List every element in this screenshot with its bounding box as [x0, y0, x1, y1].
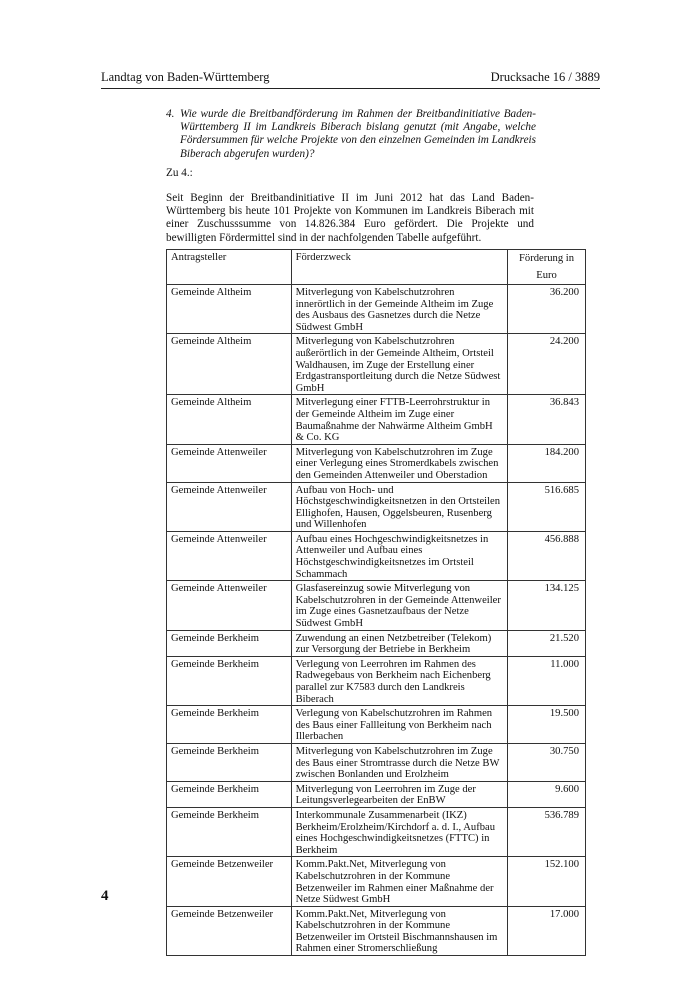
table-header-row — [167, 250, 586, 285]
cell-amount: 516.685 — [508, 482, 586, 531]
cell-amount: 9.600 — [508, 781, 586, 807]
table-row — [167, 857, 586, 906]
cell-applicant: Gemeinde Berkheim — [167, 630, 292, 656]
cell-applicant: Gemeinde Altheim — [167, 285, 292, 334]
cell-amount: 36.200 — [508, 285, 586, 334]
cell-purpose: Mitverlegung von Kabelschutzrohren im Zuge des Baus einer Stromtrasse durch die Netze BW zwischen Bonlanden und Erolzheim — [291, 743, 507, 781]
cell-purpose: Komm.Pakt.Net, Mitverlegung von Kabelschutzrohren in der Kommune Betzenweiler im Ortsteil Bischmannshausen im Rahmen einer Stromerschließung — [291, 906, 507, 955]
header-right: Drucksache 16 / 3889 — [490, 70, 600, 84]
cell-purpose: Mitverlegung von Kabelschutzrohren im Zuge einer Verlegung eines Stromerdkabels zwischen den Gemeinden Attenweiler und Oberstadion — [291, 444, 507, 482]
header-rule — [101, 88, 600, 89]
page-number: 4 — [101, 888, 109, 904]
cell-applicant: Gemeinde Berkheim — [167, 781, 292, 807]
cell-purpose: Mitverlegung einer FTTB-Leerrohrstruktur in der Gemeinde Altheim im Zuge einer Baumaßnahme der Nahwärme Altheim GmbH & Co. KG — [291, 395, 507, 444]
cell-purpose: Komm.Pakt.Net, Mitverlegung von Kabelschutzrohren in der Kommune Betzenweiler im Rahmen einer Maßnahme der Netze Südwest GmbH — [291, 857, 507, 906]
cell-amount: 17.000 — [508, 906, 586, 955]
cell-purpose: Interkommunale Zusammenarbeit (IKZ) Berkheim/Erolzheim/Kirchdorf a. d. I., Aufbau eines Hochgeschwindigkeitsnetzes (FTTC) in Berkheim — [291, 807, 507, 856]
cell-amount: 30.750 — [508, 743, 586, 781]
table-row — [167, 807, 586, 856]
cell-amount: 21.520 — [508, 630, 586, 656]
cell-amount: 134.125 — [508, 581, 586, 630]
cell-applicant: Gemeinde Berkheim — [167, 743, 292, 781]
cell-purpose: Aufbau von Hoch- und Höchstgeschwindigkeitsnetzen in den Ortsteilen Ellighofen, Hausen, Oggelsbeuren, Rusenberg und Willenhofen — [291, 482, 507, 531]
cell-applicant: Gemeinde Betzenweiler — [167, 857, 292, 906]
table-row — [167, 706, 586, 744]
table-body — [167, 285, 586, 956]
cell-purpose: Glasfasereinzug sowie Mitverlegung von Kabelschutzrohren in der Gemeinde Attenweiler im Zuge eines Gasnetzaufbaus der Netze Südwest GmbH — [291, 581, 507, 630]
table-row — [167, 781, 586, 807]
cell-amount: 11.000 — [508, 656, 586, 705]
table-row — [167, 531, 586, 580]
table-row — [167, 581, 586, 630]
cell-applicant: Gemeinde Berkheim — [167, 807, 292, 856]
cell-applicant: Gemeinde Attenweiler — [167, 444, 292, 482]
question-text: Wie wurde die Breitbandförderung im Rahmen der Breitbandinitiative Baden-Württemberg II im Landkreis Biberach bislang genutzt (mit Angabe, welche Fördersummen für welche Projekte von den einzelnen Gemeinden im Landkreis Biberach abgerufen wurden)? — [180, 108, 536, 160]
cell-applicant: Gemeinde Attenweiler — [167, 531, 292, 580]
table-row — [167, 656, 586, 705]
answer-label: Zu 4.: — [166, 167, 193, 179]
cell-amount: 456.888 — [508, 531, 586, 580]
cell-amount: 36.843 — [508, 395, 586, 444]
cell-purpose: Zuwendung an einen Netzbetreiber (Telekom) zur Versorgung der Betriebe in Berkheim — [291, 630, 507, 656]
table-row — [167, 285, 586, 334]
header-purpose: Förderzweck — [291, 250, 507, 285]
table-row — [167, 444, 586, 482]
table-row — [167, 482, 586, 531]
header-applicant: Antragsteller — [167, 250, 292, 285]
cell-purpose: Verlegung von Leerrohren im Rahmen des Radwegebaus von Berkheim nach Eichenberg parallel zur K7583 durch den Landkreis Biberach — [291, 656, 507, 705]
question-number: 4. — [166, 108, 175, 120]
cell-purpose: Mitverlegung von Leerrohren im Zuge der Leitungsverlegearbeiten der EnBW — [291, 781, 507, 807]
cell-applicant: Gemeinde Berkheim — [167, 706, 292, 744]
cell-applicant: Gemeinde Altheim — [167, 334, 292, 395]
cell-applicant: Gemeinde Altheim — [167, 395, 292, 444]
table-row — [167, 906, 586, 955]
funding-table — [166, 249, 586, 956]
header-left: Landtag von Baden-Württemberg — [101, 70, 270, 84]
cell-purpose: Verlegung von Kabelschutzrohren im Rahmen des Baus einer Fallleitung von Berkheim nach Illerbachen — [291, 706, 507, 744]
cell-applicant: Gemeinde Attenweiler — [167, 581, 292, 630]
table-row — [167, 743, 586, 781]
cell-purpose: Aufbau eines Hochgeschwindigkeitsnetzes in Attenweiler und Aufbau eines Höchstgeschwindigkeitsnetzes im Ortsteil Schammach — [291, 531, 507, 580]
cell-purpose: Mitverlegung von Kabelschutzrohren außerörtlich in der Gemeinde Altheim, Ortsteil Waldhausen, im Zuge der Erstellung einer Erdgastransportleitung durch die Netze Südwest GmbH — [291, 334, 507, 395]
answer-text: Seit Beginn der Breitbandinitiative II im Juni 2012 hat das Land Baden-Württemberg bis heute 101 Projekte von Kommunen im Landkreis Biberach mit einer Zuschusssumme von 14.826.384 Euro gefördert. Die Projekte und bewilligten Fördermittel sind in der nachfolgenden Tabelle aufgeführt. — [166, 192, 534, 244]
question-block — [166, 108, 536, 161]
cell-amount: 19.500 — [508, 706, 586, 744]
cell-amount: 24.200 — [508, 334, 586, 395]
header-amount: Förderung in Euro — [508, 250, 586, 285]
table-row — [167, 334, 586, 395]
page-header — [101, 70, 600, 85]
cell-applicant: Gemeinde Attenweiler — [167, 482, 292, 531]
cell-amount: 184.200 — [508, 444, 586, 482]
table-row — [167, 630, 586, 656]
cell-purpose: Mitverlegung von Kabelschutzrohren innerörtlich in der Gemeinde Altheim im Zuge des Ausbaus des Gasnetzes durch die Netze Südwest GmbH — [291, 285, 507, 334]
cell-amount: 152.100 — [508, 857, 586, 906]
cell-applicant: Gemeinde Berkheim — [167, 656, 292, 705]
cell-amount: 536.789 — [508, 807, 586, 856]
cell-applicant: Gemeinde Betzenweiler — [167, 906, 292, 955]
table-row — [167, 395, 586, 444]
